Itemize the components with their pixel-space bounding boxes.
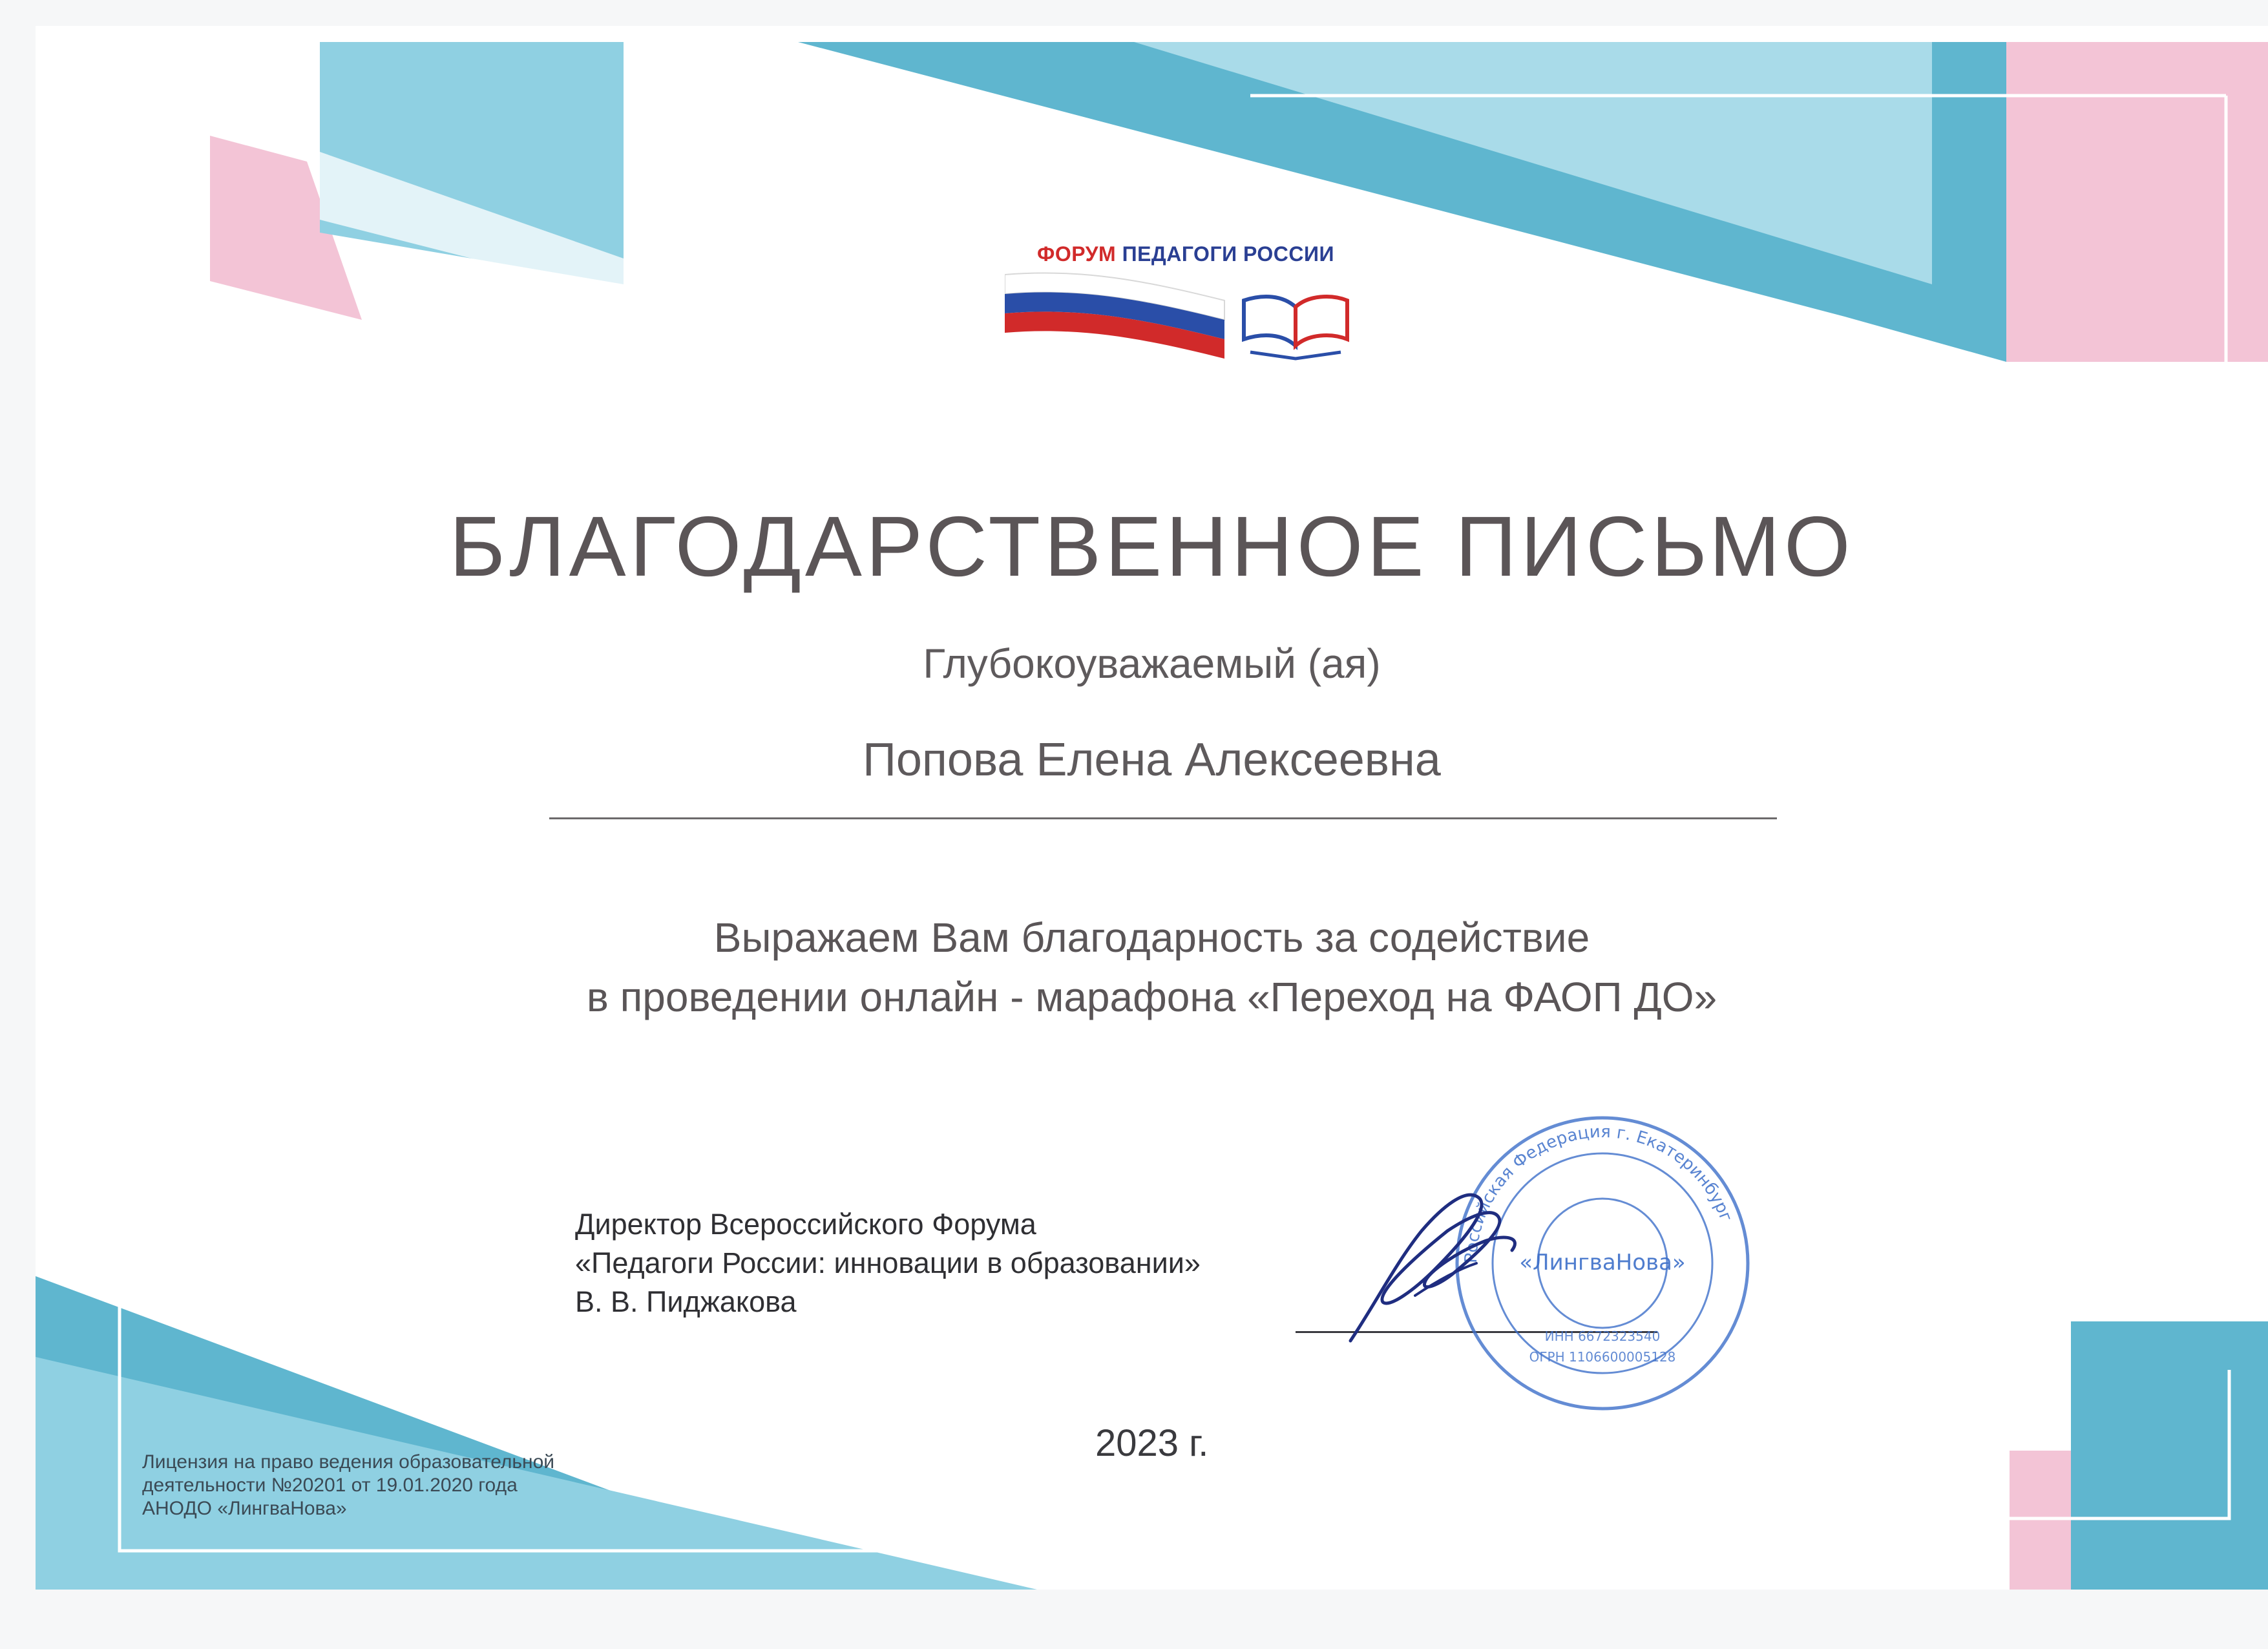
logo-text-red: ФОРУМ: [1037, 242, 1117, 266]
stamp-center-text: «ЛингваНова»: [1519, 1250, 1686, 1276]
director-block: [575, 1205, 1201, 1321]
certificate-sheet: [36, 26, 2268, 1590]
salutation: Глубокоуважаемый (ая): [923, 640, 1381, 687]
license-line-3: АНОДО «ЛингваНова»: [142, 1498, 347, 1519]
gratitude-line-2: в проведении онлайн - марафона «Переход на ФАОП ДО»: [586, 974, 1717, 1020]
forum-logo: [1005, 216, 1392, 372]
director-name: В. В. Пиджакова: [575, 1285, 797, 1318]
license-line-2: деятельности №20201 от 19.01.2020 года: [142, 1475, 518, 1496]
flag-book-icon: [1005, 255, 1392, 372]
license-text: [142, 1451, 554, 1520]
stamp-outer-text: Российская Федерация г. Екатеринбург: [1461, 1122, 1736, 1264]
license-line-1: Лицензия на право ведения образовательной: [142, 1451, 555, 1473]
document-title: БЛАГОДАРСТВЕННОЕ ПИСЬМО: [449, 499, 1854, 594]
year: 2023 г.: [1095, 1422, 1209, 1464]
logo-text-blue: ПЕДАГОГИ РОССИИ: [1122, 242, 1334, 266]
pink-shape-top-right: [2006, 42, 2268, 362]
gratitude-line-1: Выражаем Вам благодарность за содействие: [713, 914, 1590, 961]
teal-shape-bottom-right: [2071, 1321, 2268, 1590]
director-forum: «Педагоги России: инновации в образовании»: [575, 1246, 1201, 1279]
stamp-ogrn: ОГРН 1106600005128: [1529, 1349, 1676, 1365]
recipient-underline: [549, 817, 1777, 819]
stamp-inn: ИНН 6672323540: [1544, 1329, 1661, 1344]
gratitude-text: [36, 908, 2268, 1027]
recipient-name: Попова Елена Алексеевна: [863, 734, 1441, 786]
handwritten-signature: [1338, 1160, 1531, 1354]
director-title: Директор Всероссийского Форума: [575, 1208, 1036, 1241]
